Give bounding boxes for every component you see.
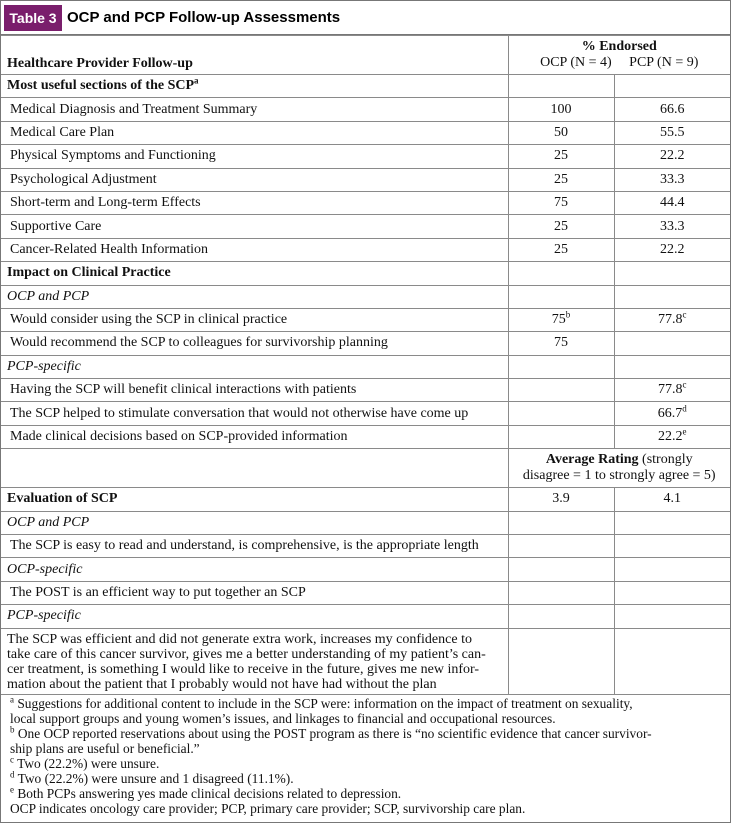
section-eval-label: Evaluation of SCP (1, 488, 508, 511)
rating-scale: disagree = 1 to strongly agree = 5) (522, 468, 716, 484)
pcp-value: 55.5 (614, 121, 730, 144)
pcp-value: 66.7$^d$ (614, 402, 730, 425)
table-row (1, 98, 730, 121)
row-label: Would recommend the SCP to colleagues for survivorship planning (1, 332, 508, 355)
ocp-value: 25 (508, 238, 614, 261)
col-header-pcp: PCP (N = 9) (629, 55, 699, 70)
footnote-b: $^b$ One OCP reported reservations about using the POST program as there is “no scientific evidence that cancer survivor- ship plans are useful or beneficial.” (10, 724, 652, 756)
row-label: Supportive Care (1, 215, 508, 238)
footnote-d: $^d$ Two (22.2%) were unsure and 1 disagreed (11.1%). (10, 769, 294, 786)
average-rating-title: Average Rating (545, 452, 639, 468)
subgroup-row (1, 605, 730, 628)
subgroup-row (1, 511, 730, 534)
ocp-value: 75 (508, 332, 614, 355)
section-impact-label: Impact on Clinical Practice (1, 262, 508, 285)
ocp-value: 50 (508, 121, 614, 144)
table-row (1, 191, 730, 214)
footnote-c: $^c$ Two (22.2%) were unsure. (10, 754, 160, 771)
ocp-value (508, 379, 614, 402)
row-label: The POST is an efficient way to put together an SCP (1, 581, 508, 604)
table-number-tag: Table 3 (4, 5, 62, 31)
row-label: The SCP is easy to read and understand, is comprehensive, is the appropriate length (1, 535, 508, 558)
section-header-row (1, 488, 730, 511)
row-label-multiline: The SCP was efficient and did not generate extra work, increases my confidence to take care of this cancer survivor, gives me a better understanding of my patient’s can- cer treatment, is something I would like to receive in the future, gives me new infor- mation about the patient that I probably would not have had without the plan (1, 628, 508, 694)
footnote-marker: e (682, 426, 687, 437)
subgroup-row (1, 558, 730, 581)
row-label: Made clinical decisions based on SCP-provided information (1, 425, 508, 448)
footnotes (1, 692, 730, 816)
ocp-value: 25 (508, 145, 614, 168)
row-label: Psychological Adjustment (1, 168, 508, 191)
table-row (1, 535, 730, 558)
table-row (1, 402, 730, 425)
row-label: Medical Care Plan (1, 121, 508, 144)
footnote-a: $^a$ Suggestions for additional content to include in the SCP were: information on the impact of treatment on sexuality, local support groups and young women’s issues, and linkages to financial and occupational resources. (10, 694, 633, 726)
col-header-ocp: OCP (N = 4) (540, 55, 612, 70)
pcp-value: 4.1 (614, 488, 730, 511)
pcp-value: 44.4 (614, 191, 730, 214)
footnote-abbreviations: OCP indicates oncology care provider; PCP, primary care provider; SCP, survivorship care plan. (10, 801, 526, 816)
table-row (1, 332, 730, 355)
pcp-value (614, 332, 730, 355)
section-header-row (1, 75, 730, 98)
table-title: OCP and PCP Follow-up Assessments (67, 9, 341, 26)
ocp-value: 100 (508, 98, 614, 121)
ocp-value: 25 (508, 168, 614, 191)
table-row (1, 628, 730, 694)
subgroup-label: OCP-specific (1, 558, 508, 581)
pcp-value: 33.3 (614, 215, 730, 238)
subgroup-label: PCP-specific (1, 355, 508, 378)
row-label-header: Healthcare Provider Follow-up (1, 36, 508, 75)
table-row (1, 238, 730, 261)
row-label: Short-term and Long-term Effects (1, 191, 508, 214)
endorsed-header (508, 36, 730, 75)
section-useful-label: Most useful sections of the SCP$^a$ (1, 75, 508, 98)
pcp-value: 77.8$^c$ (614, 379, 730, 402)
table-row (1, 215, 730, 238)
ocp-value (508, 402, 614, 425)
row-label: Physical Symptoms and Functioning (1, 145, 508, 168)
pcp-value: 77.8$^c$ (614, 308, 730, 331)
row-label: Having the SCP will benefit clinical interactions with patients (1, 379, 508, 402)
row-label: Medical Diagnosis and Treatment Summary (1, 98, 508, 121)
footnote-marker: c (682, 309, 687, 320)
footnote-marker: a (194, 75, 199, 86)
footnote-marker: d (682, 403, 687, 413)
pcp-value: 22.2e (614, 425, 730, 448)
table-row (1, 581, 730, 604)
section-header-row (1, 262, 730, 285)
pcp-value: 33.3 (614, 168, 730, 191)
subgroup-row (1, 355, 730, 378)
footnote-e: $^e$ Both PCPs answering yes made clinical decisions related to depression. (10, 784, 402, 801)
row-label: Cancer-Related Health Information (1, 238, 508, 261)
table-row (1, 145, 730, 168)
ocp-value: 25 (508, 215, 614, 238)
footnote-marker: b (565, 309, 571, 320)
pcp-value: 22.2 (614, 145, 730, 168)
subgroup-label: PCP-specific (1, 605, 508, 628)
row-label: Would consider using the SCP in clinical practice (1, 308, 508, 331)
average-rating-header: Average Rating (strongly disagree = 1 to strongly agree = 5) (508, 449, 730, 488)
pcp-value: 22.2 (614, 238, 730, 261)
table-row (1, 168, 730, 191)
ocp-value: 75 (508, 191, 614, 214)
endorsed-group-label: % Endorsed (581, 39, 657, 54)
footnote-marker: c (682, 379, 687, 390)
subgroup-row (1, 285, 730, 308)
rating-header-row (1, 449, 730, 488)
ocp-value (508, 425, 614, 448)
ocp-value: 75$^b$ (508, 308, 614, 331)
table-row (1, 379, 730, 402)
table-row (1, 308, 730, 331)
table-row (1, 425, 730, 448)
table-row (1, 121, 730, 144)
pcp-value: 66.6 (614, 98, 730, 121)
table-header-row (1, 36, 730, 75)
subgroup-label: OCP and PCP (1, 511, 508, 534)
table-title-bar (1, 1, 730, 35)
ocp-value: 3.9 (508, 488, 614, 511)
row-label: The SCP helped to stimulate conversation that would not otherwise have come up (1, 402, 508, 425)
subgroup-label: OCP and PCP (1, 285, 508, 308)
follow-up-table (1, 35, 730, 695)
